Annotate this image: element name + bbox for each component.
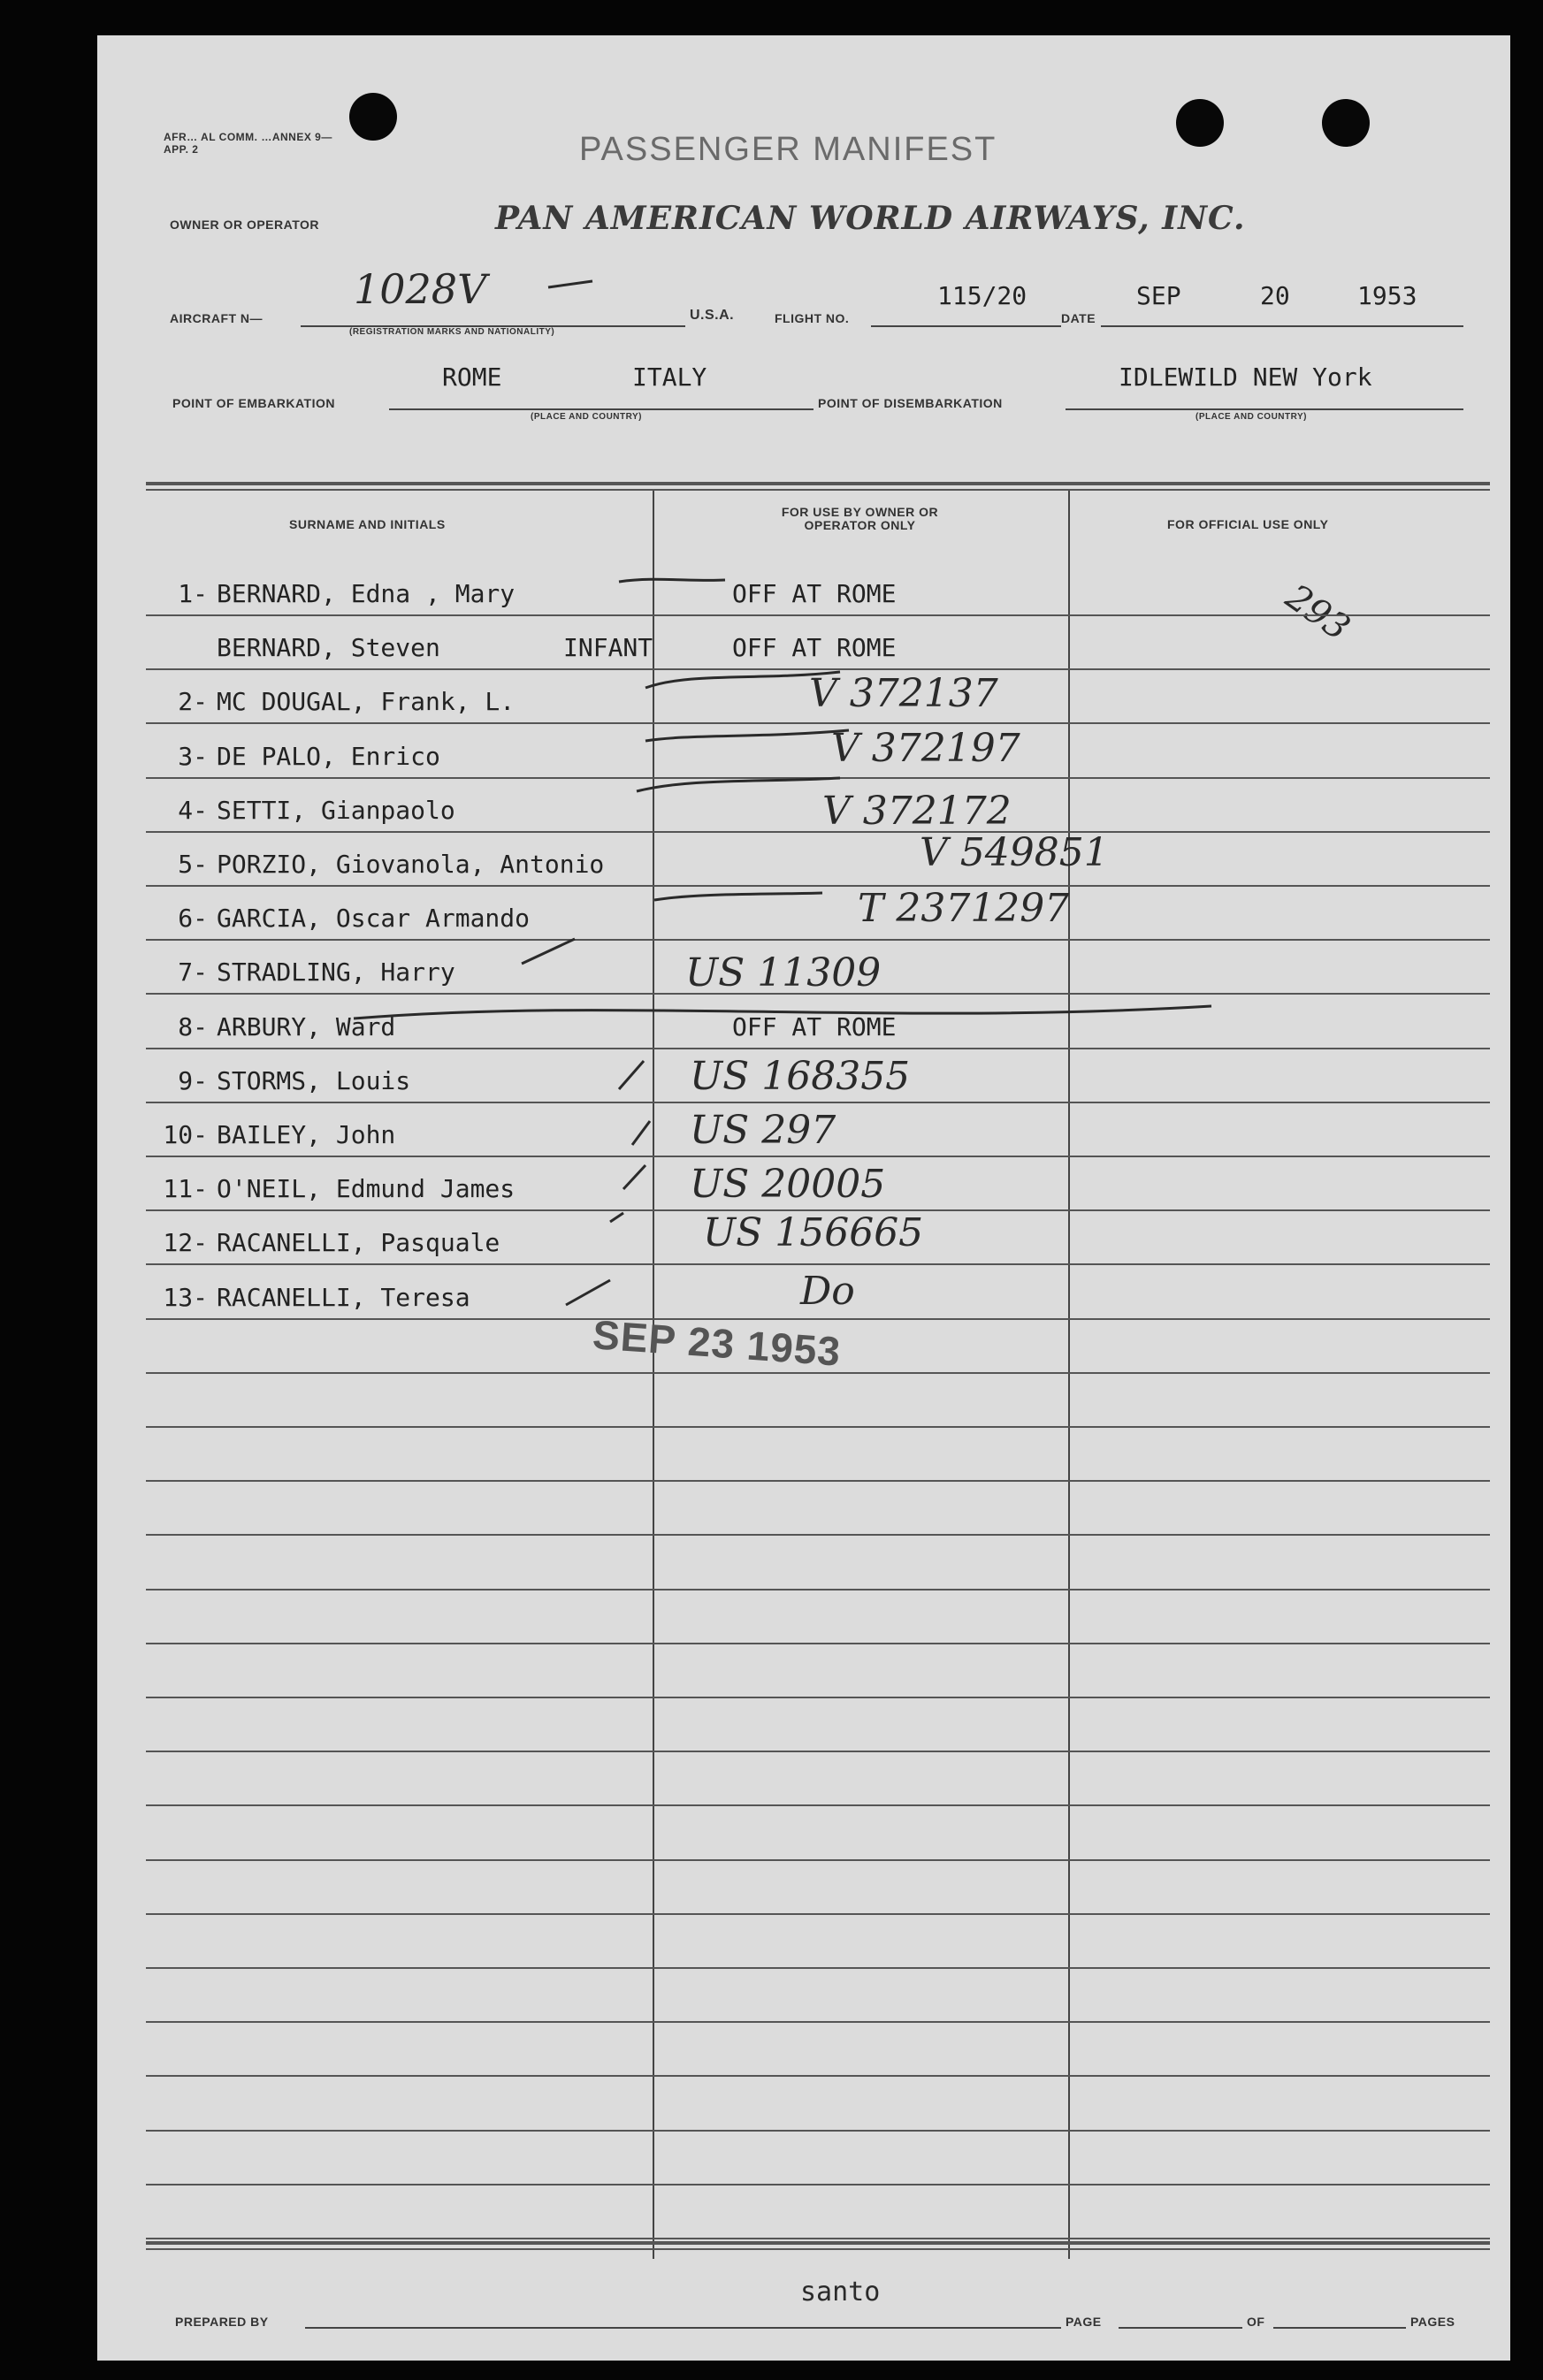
passenger-name: RACANELLI, Pasquale [217,1228,500,1258]
owner-label: OWNER OR OPERATOR [170,217,319,232]
date-label: DATE [1061,311,1096,325]
row-number: 6- [178,904,208,934]
registration-caption: (REGISTRATION MARKS AND NATIONALITY) [349,327,555,337]
col-header-owner: FOR USE BY OWNER OR OPERATOR ONLY [781,505,939,532]
form-id: AFR… AL COMM. …ANNEX 9—APP. 2 [164,131,332,156]
aircraft-label: AIRCRAFT N— [170,311,264,325]
flight-number: 115/20 [937,281,1027,310]
row-number: 12- [163,1228,208,1258]
operator-note: OFF AT ROME [732,579,897,608]
passport-number: US 156665 [703,1210,924,1256]
date-month: SEP [1136,281,1181,310]
passenger-name: STRADLING, Harry [217,957,455,988]
prepared-label: PREPARED BY [175,2315,269,2329]
passenger-name: STORMS, Louis [217,1065,411,1095]
date-year: 1953 [1357,281,1417,310]
operator-note: OFF AT ROME [732,633,897,663]
row-number: 1- [178,579,208,608]
embark-place: ROME [442,362,502,392]
passenger-name: SETTI, Gianpaolo [217,795,455,825]
aircraft-number: 1028V [354,265,487,313]
operator-name: PAN AMERICAN WORLD AIRWAYS, INC. [495,200,1246,237]
row-number: 11- [163,1174,208,1204]
disembark-caption: (PLACE AND COUNTRY) [1195,412,1307,422]
row-number: 13- [163,1282,208,1312]
official-note: 293 [1278,576,1357,649]
passport-number: Do [800,1268,855,1314]
passenger-note: INFANT [563,633,653,663]
of-label: OF [1247,2315,1265,2329]
row-number: 8- [178,1011,208,1041]
col-header-official: FOR OFFICIAL USE ONLY [1167,517,1329,531]
passport-number: T 2371297 [858,886,1070,932]
operator-note: OFF AT ROME [732,1011,897,1041]
disembark-label: POINT OF DISEMBARKATION [818,396,1003,410]
passenger-name: MC DOUGAL, Frank, L. [217,687,516,717]
received-stamp: SEP 23 1953 [591,1311,843,1375]
passport-number: V 372137 [809,671,998,717]
embark-label: POINT OF EMBARKATION [172,396,335,410]
row-number: 7- [178,957,208,988]
disembark-place: IDLEWILD NEW York [1119,362,1372,392]
strike-through-arbury [354,1006,1211,1018]
prepared-signature: santo [800,2277,881,2308]
row-number: 4- [178,795,208,825]
col-header-surname: SURNAME AND INITIALS [289,517,446,531]
row-number: 3- [178,741,208,771]
page-label: PAGE [1066,2315,1102,2329]
row-number: 10- [163,1120,208,1149]
passenger-name: PORZIO, Giovanola, Antonio [217,850,605,879]
aircraft-tick-mark [548,281,592,287]
embark-country: ITALY [632,362,707,392]
passenger-name: BERNARD, Edna , Mary [217,579,516,608]
passport-number: US 168355 [690,1053,911,1099]
passport-number: V 372197 [831,725,1020,771]
passenger-name: DE PALO, Enrico [217,741,440,771]
date-day: 20 [1260,281,1290,310]
pages-label: PAGES [1410,2315,1455,2329]
passport-number: V 549851 [920,830,1109,875]
row-number: 2- [178,687,208,717]
passenger-name: ARBURY, Ward [217,1011,396,1041]
row-number: 5- [178,850,208,879]
usa-label: U.S.A. [690,308,735,323]
passport-number: US 297 [690,1108,836,1153]
passport-number: US 20005 [690,1162,886,1208]
passport-number: US 11309 [685,950,882,996]
passenger-name: O'NEIL, Edmund James [217,1174,516,1204]
row-number: 9- [178,1065,208,1095]
passenger-name: BERNARD, Steven [217,633,440,663]
passenger-name: GARCIA, Oscar Armando [217,904,531,934]
passport-number: V 372172 [822,788,1012,834]
passenger-name: BAILEY, John [217,1120,396,1149]
page-title: PASSENGER MANIFEST [579,131,997,168]
flight-label: FLIGHT NO. [775,311,850,325]
embark-caption: (PLACE AND COUNTRY) [531,412,642,422]
passenger-name: RACANELLI, Teresa [217,1282,470,1312]
